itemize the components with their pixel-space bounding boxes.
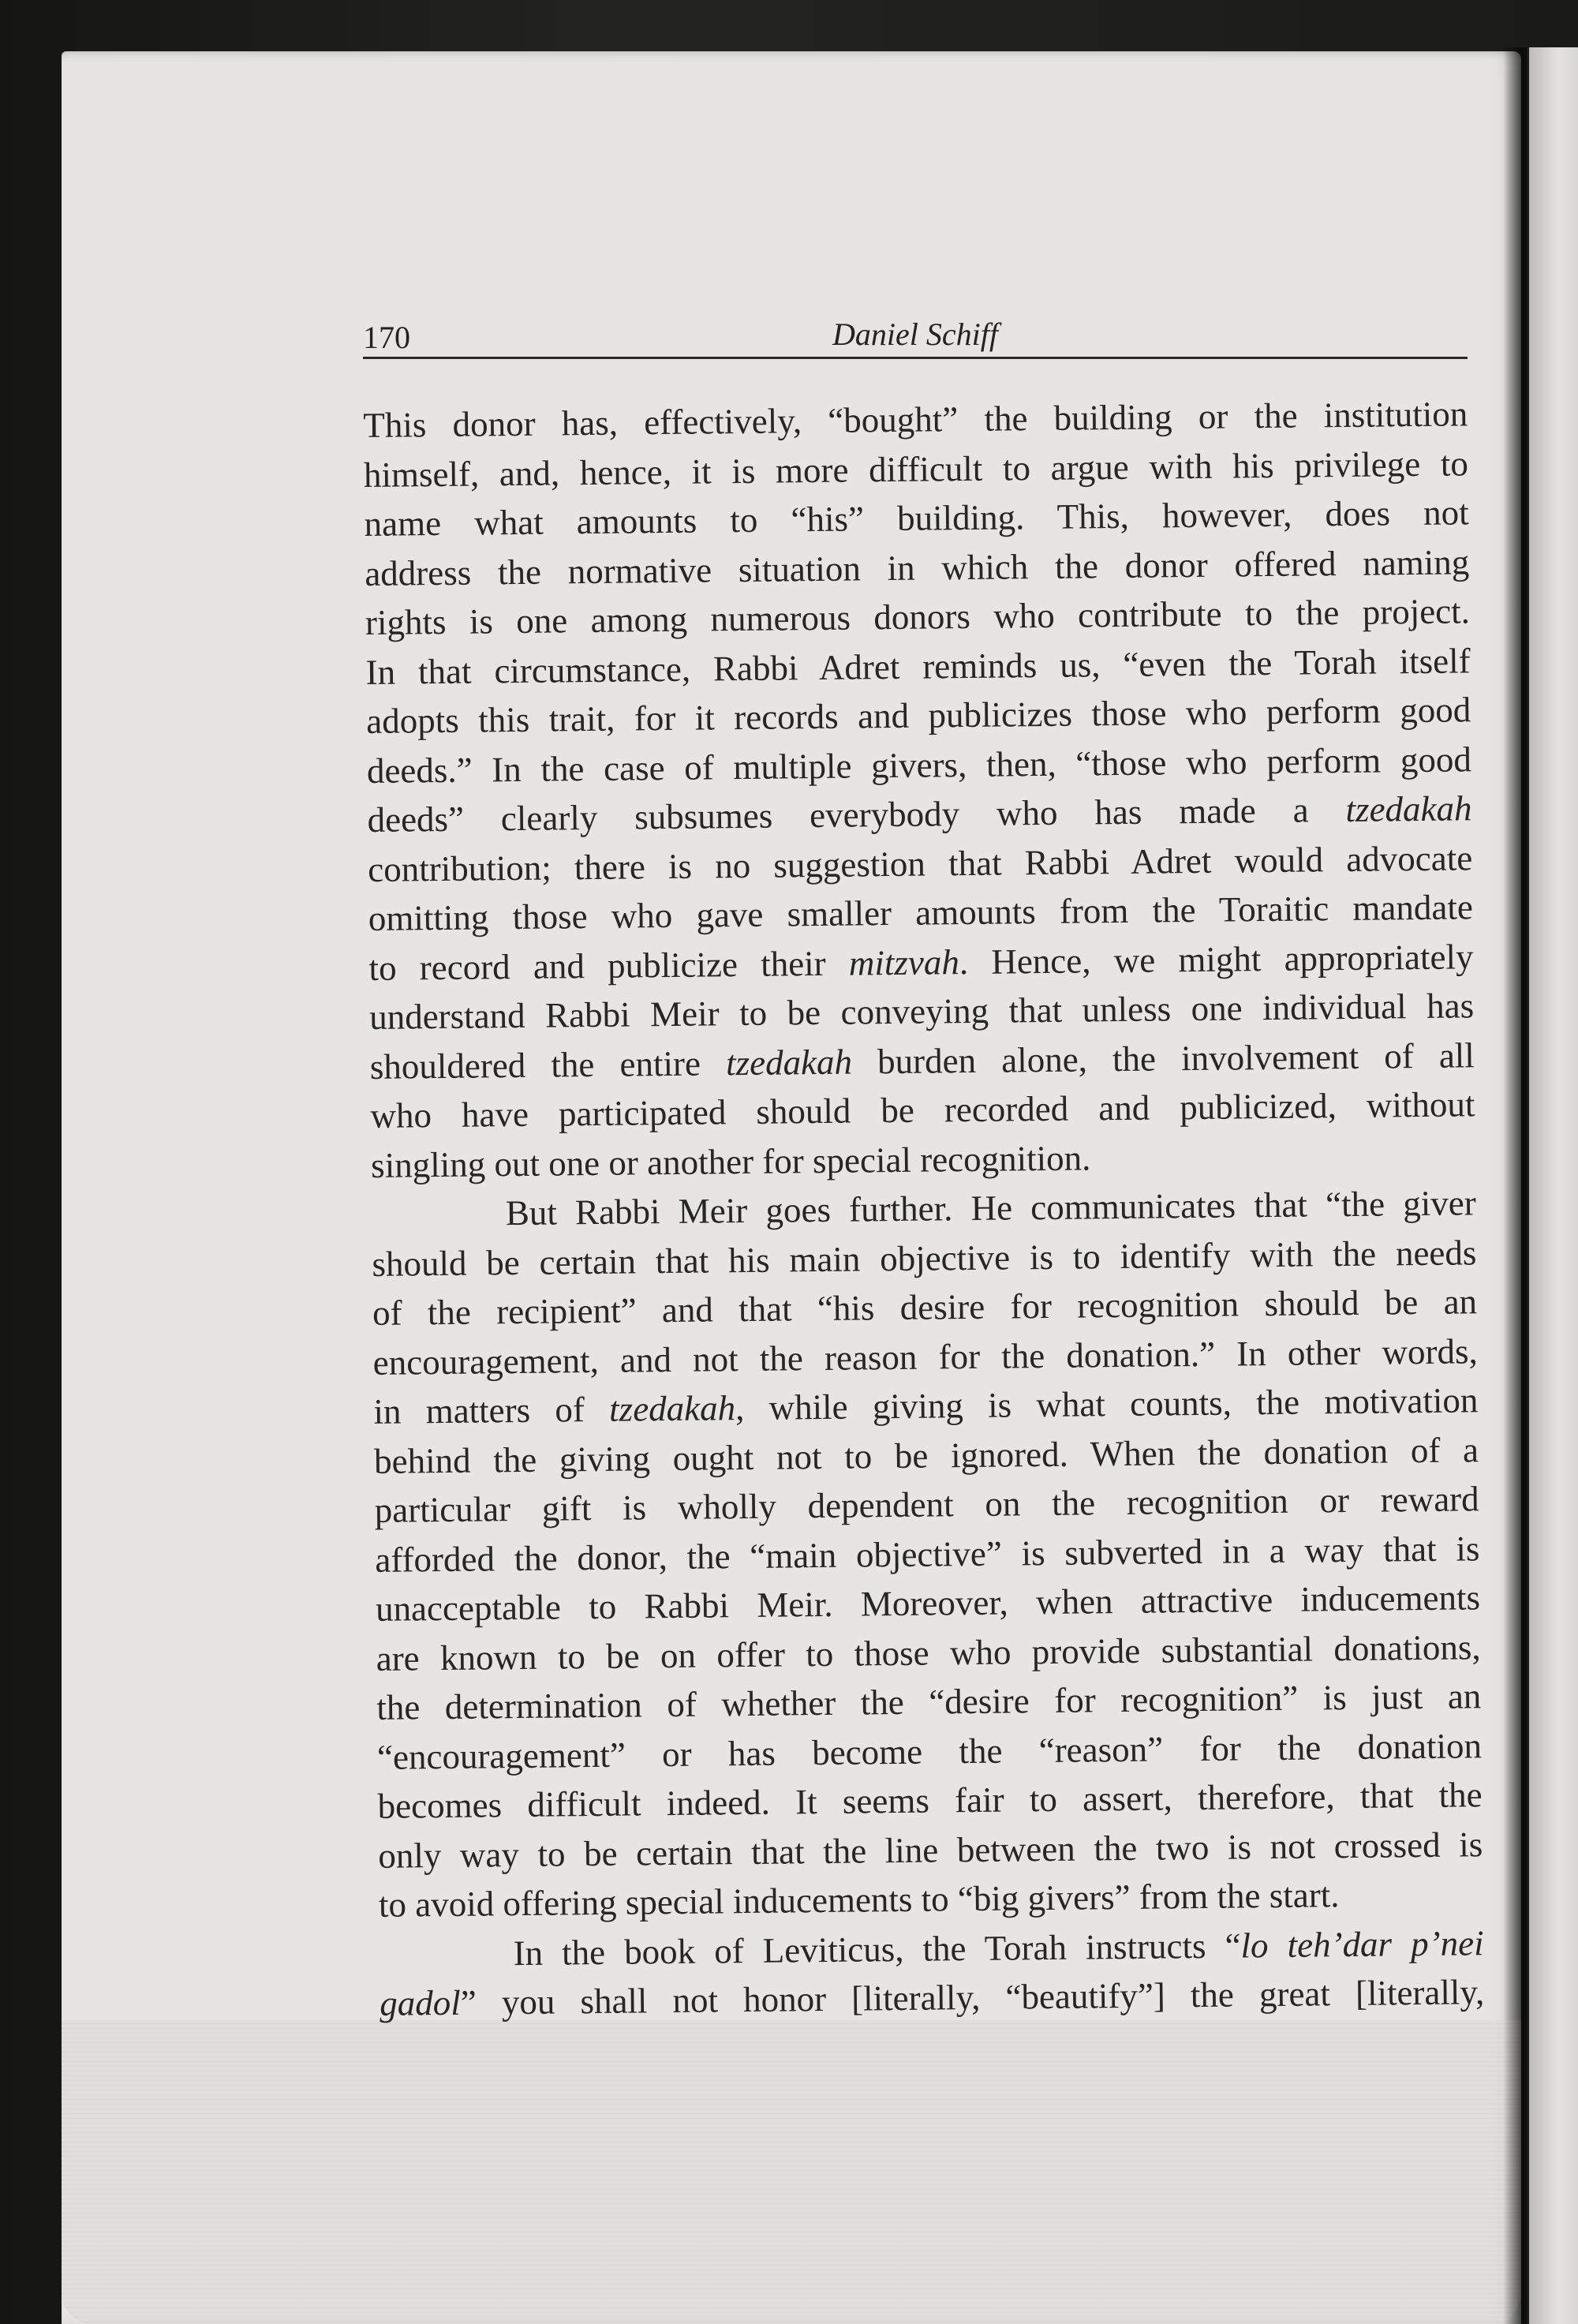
text-line: singling out one or another for special recognition. (370, 1137, 1091, 1185)
text-line: particular gift is wholly dependent on the recognition or reward (374, 1479, 1479, 1530)
text-segment: to record and publicize their (368, 943, 850, 988)
text-line: contribution; there is no suggestion that Rabbi Adret would advocate (367, 837, 1473, 889)
text-line: of the recipient” and that “his desire for recognition should be an (372, 1282, 1478, 1333)
text-segment: deeds” clearly subsumes everybody who has made a (367, 789, 1346, 840)
text-line: “encouragement” or has become the “reason” for the donation (376, 1725, 1483, 1777)
body-text (363, 389, 1485, 2028)
text-segment: shouldered the entire (369, 1042, 727, 1087)
text-line: himself, and, hence, it is more difficult to argue with his privilege to (363, 443, 1469, 495)
text-line: This donor has, effectively, “bought” the building or the institution (363, 394, 1468, 445)
text-segment: In the book of Leviticus, the Torah instructs “ (513, 1925, 1241, 1973)
text-line: only way to be certain that the line between the two is not crossed is (378, 1824, 1483, 1876)
text-line: becomes difficult indeed. It seems fair to assert, therefore, that the (377, 1775, 1483, 1826)
italic-term: lo teh’dar p’nei (1240, 1922, 1484, 1965)
text-line: In that circumstance, Rabbi Adret reminds us, “even the Torah itself (365, 640, 1471, 692)
italic-term: tzedakah (608, 1388, 736, 1429)
italic-term: mitzvah (848, 941, 960, 983)
text-line: deeds.” In the case of multiple givers, then, “those who perform good (366, 739, 1472, 791)
page-header (363, 316, 1468, 359)
text-line: rights is one among numerous donors who contribute to the project. (365, 591, 1471, 642)
text-line: But Rabbi Meir goes further. He communicates that “the giver (505, 1183, 1476, 1233)
text-line: omitting those who gave smaller amounts from the Toraitic mandate (368, 887, 1474, 938)
text-segment: . Hence, we might appropriately (959, 936, 1474, 982)
text-line: are known to be on offer to those who provide substantial donations, (376, 1626, 1481, 1678)
text-line: unacceptable to Rabbi Meir. Moreover, when attractive inducements (375, 1577, 1481, 1629)
text-segment: , while giving is what counts, the motivation (735, 1380, 1479, 1428)
page-edges (62, 2020, 1521, 2324)
text-line: adopts this trait, for it records and publicizes those who perform good (365, 690, 1471, 741)
text-line: behind the giving ought not to be ignored. When the donation of a (373, 1429, 1479, 1481)
text-line: should be certain that his main objective is to identify with the needs (372, 1232, 1477, 1284)
text-line: to avoid offering special inducements to “big givers” from the start. (378, 1875, 1340, 1925)
running-head-author: Daniel Schiff (832, 316, 998, 352)
italic-term: tzedakah (725, 1042, 853, 1083)
italic-term: tzedakah (1345, 788, 1472, 829)
text-line: encouragement, and not the reason for the donation.” In other words, (372, 1330, 1478, 1383)
text-segment: burden alone, the involvement of all (851, 1035, 1475, 1082)
text-line: address the normative situation in which the donor offered naming (365, 541, 1470, 593)
text-line: understand Rabbi Meir to be conveying that unless one individual has (368, 986, 1475, 1037)
text-segment: in matters of (373, 1389, 610, 1431)
italic-term: gadol (380, 1982, 462, 2023)
text-line: who have participated should be recorded and publicized, without (370, 1084, 1475, 1136)
page-number: 170 (363, 320, 410, 355)
text-line: afforded the donor, the “main objective” is subverted in a way that is (375, 1528, 1480, 1580)
text-line: the determination of whether the “desire for recognition” is just an (376, 1676, 1482, 1727)
facing-page-edge (1529, 47, 1578, 2324)
book-spine-shadow (1503, 47, 1527, 2324)
text-segment: ” you shall not honor [literally, “beautify”] the great [literally, (460, 1972, 1485, 2023)
text-line: name what amounts to “his” building. This, however, does not (364, 492, 1469, 544)
